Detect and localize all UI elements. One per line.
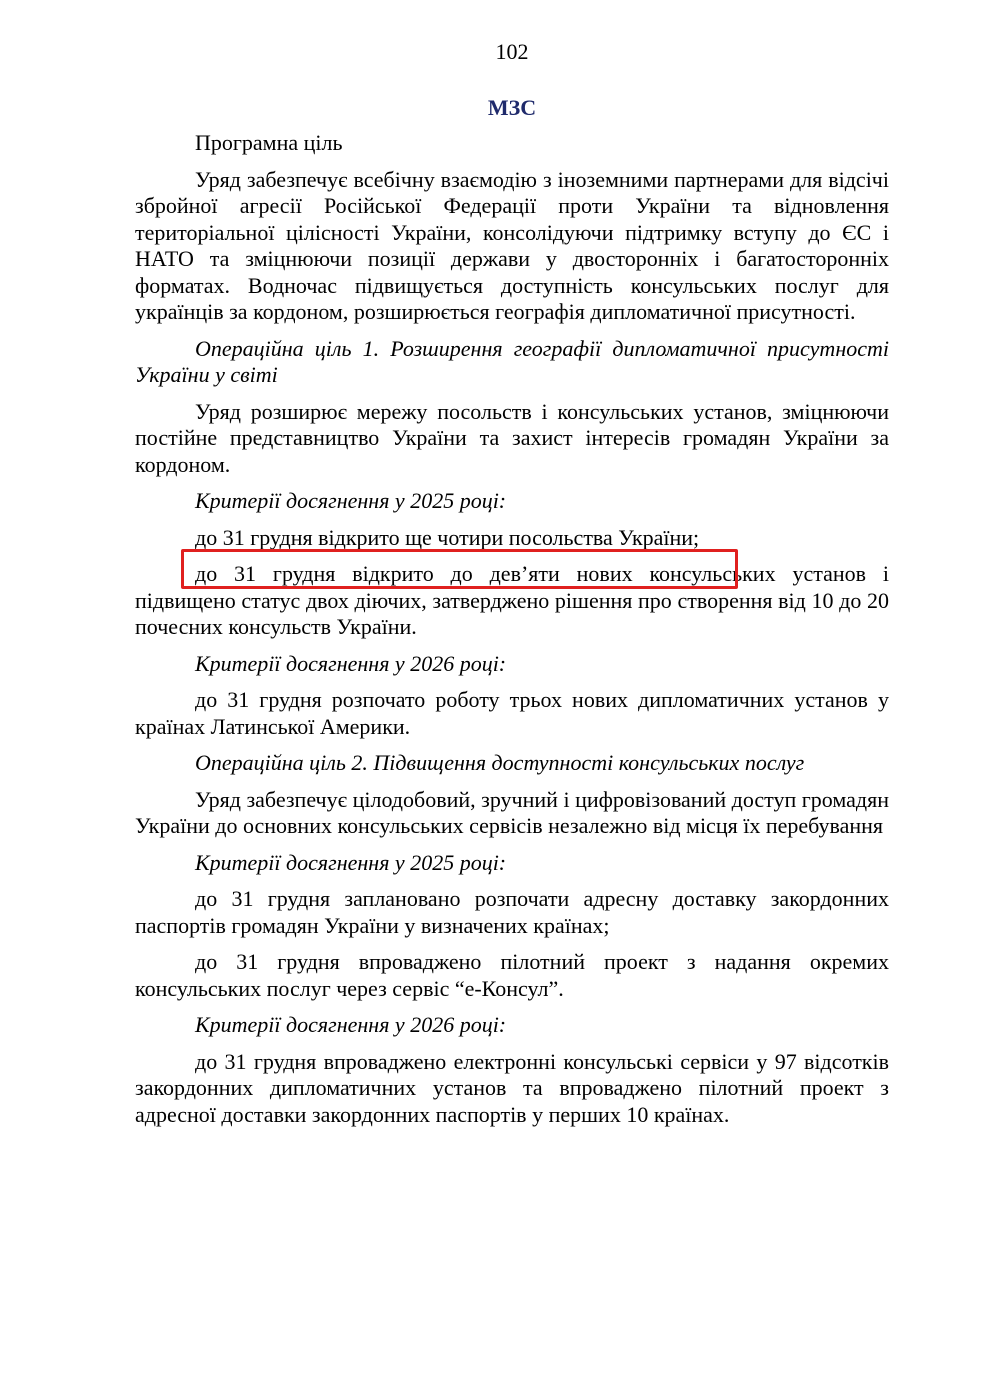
criteria-2026-heading-2: Критерії досягнення у 2026 році: [195, 1012, 507, 1037]
criterion-e-services: до 31 грудня впроваджено електронні консульські сервіси у 97 відсотків закордонних дипломатичних установ та впроваджено пілотний проект з адресної доставки закордонних паспортів у перших 10 країнах. [135, 1048, 889, 1127]
operational-goal-2-paragraph: Уряд забезпечує цілодобовий, зручний і цифровізований доступ громадян України до основних консульських сервісів незалежно від місця їх перебування [135, 786, 889, 838]
highlight-box [181, 549, 738, 589]
criteria-2025-heading-2: Критерії досягнення у 2025 році: [195, 849, 507, 875]
criterion-passport-delivery: до 31 грудня заплановано розпочати адресну доставку закордонних паспортів громадян України у визначених країнах; [135, 886, 889, 938]
criteria-2026-heading: Критерії досягнення у 2026 році: [195, 650, 507, 676]
operational-goal-2-heading: Операційна ціль 2. Підвищення доступності консульських послуг [195, 750, 805, 775]
criterion-e-consul: до 31 грудня впроваджено пілотний проект з надання окремих консульських послуг через сервіс “е-Консул”. [135, 949, 889, 1001]
operational-goal-1-heading: Операційна ціль 1. Розширення географії дипломатичної присутності України у світі [135, 335, 889, 387]
criteria-2025-heading: Критерії досягнення у 2025 році: [195, 488, 507, 513]
document-body [135, 130, 889, 1128]
operational-goal-1-paragraph: Уряд розширює мережу посольств і консульських установ, зміцнюючи постійне представництво України та захист інтересів громадян України за кордоном. [135, 398, 889, 477]
program-goal-paragraph: Уряд забезпечує всебічну взаємодію з іноземними партнерами для відсічі збройної агресії Російської Федерації проти України та відновлення територіальної цілісності України, консолідуючи підтримку вступу до ЄС і НАТО та зміцнюючи позиції держави у двосторонніх і багатосторонніх форматах. Водночас підвищується доступність консульських послуг для українців за кордоном, розширюється географія дипломатичної присутності. [135, 166, 889, 324]
criterion-latin-america: до 31 грудня розпочато роботу трьох нових дипломатичних установ у країнах Латинської Америки. [135, 687, 889, 739]
page-number: 102 [495, 39, 529, 64]
criterion-consulates: до 31 грудня відкрито до дев’яти нових консульських установ і підвищено статус двох діючих, затверджено рішення про створення від 10 до 20 почесних консульств України. [135, 561, 889, 639]
program-goal-heading: Програмна ціль [195, 130, 343, 155]
criterion-embassies: до 31 грудня відкрито ще чотири посольства України; [195, 524, 700, 550]
ministry-heading: МЗС [487, 95, 537, 120]
